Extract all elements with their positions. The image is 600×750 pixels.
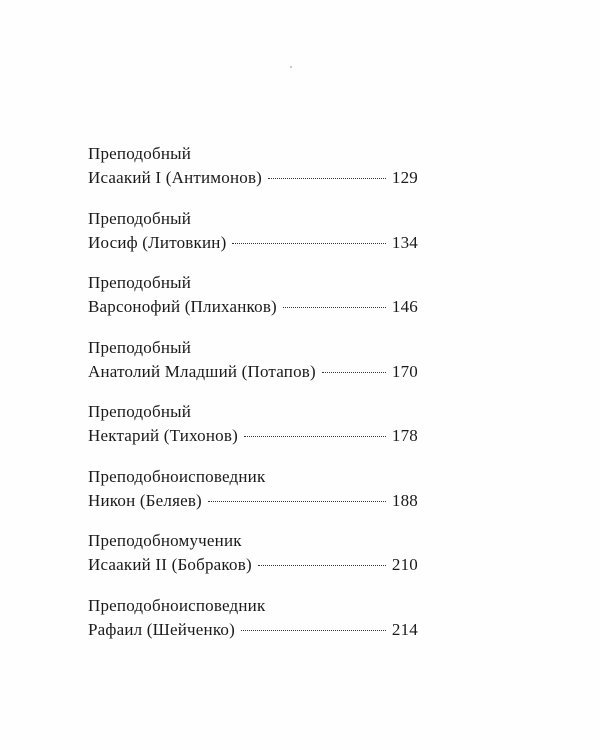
toc-entry-heading: Преподобный xyxy=(88,402,192,421)
toc-entry xyxy=(88,529,418,594)
toc-entry-heading: Преподобноисповедник xyxy=(88,595,266,615)
toc-entry-heading: Преподобный xyxy=(88,273,192,292)
toc-entry-heading: Преподобный xyxy=(88,337,192,357)
toc-entry-name: Нектарий (Тихонов) xyxy=(88,426,238,445)
toc-entry-name: Варсонофий (Плиханков) xyxy=(88,297,277,316)
toc-entry-page: 129 xyxy=(391,168,418,187)
toc-entry xyxy=(88,465,418,530)
toc-entry-heading: Преподобномученик xyxy=(88,531,242,550)
table-of-contents xyxy=(88,142,418,658)
dot-leader xyxy=(208,501,386,502)
toc-entry-page: 134 xyxy=(391,232,418,252)
dot-leader xyxy=(232,243,385,244)
toc-entry-page: 178 xyxy=(391,426,418,445)
dot-leader xyxy=(283,307,386,308)
toc-entry xyxy=(88,594,418,659)
toc-entry-page: 214 xyxy=(391,619,418,639)
dot-leader xyxy=(322,372,386,373)
dot-leader xyxy=(268,178,386,179)
toc-entry xyxy=(88,271,418,336)
toc-entry-heading: Преподобноисповедник xyxy=(88,466,266,486)
toc-entry-name: Иосиф (Литовкин) xyxy=(88,232,227,252)
dot-leader xyxy=(258,565,386,566)
paper-speck xyxy=(290,66,292,68)
toc-entry-page: 146 xyxy=(391,297,418,316)
toc-entry-name: Исаакий II (Бобраков) xyxy=(88,555,252,574)
toc-entry-page: 210 xyxy=(391,555,418,574)
toc-entry-name: Рафаил (Шейченко) xyxy=(88,619,235,639)
toc-entry-page: 188 xyxy=(391,490,418,510)
toc-entry-name: Анатолий Младший (Потапов) xyxy=(88,361,316,381)
dot-leader xyxy=(244,436,386,437)
toc-entry-heading: Преподобный xyxy=(88,208,192,228)
toc-entry xyxy=(88,207,418,272)
toc-entry xyxy=(88,336,418,401)
toc-entry-page: 170 xyxy=(391,361,418,381)
toc-entry-heading: Преподобный xyxy=(88,144,192,163)
toc-entry-name: Исаакий I (Антимонов) xyxy=(88,168,263,187)
toc-entry xyxy=(88,400,418,465)
toc-entry xyxy=(88,142,418,207)
toc-entry-name: Никон (Беляев) xyxy=(88,490,202,510)
dot-leader xyxy=(241,630,386,631)
